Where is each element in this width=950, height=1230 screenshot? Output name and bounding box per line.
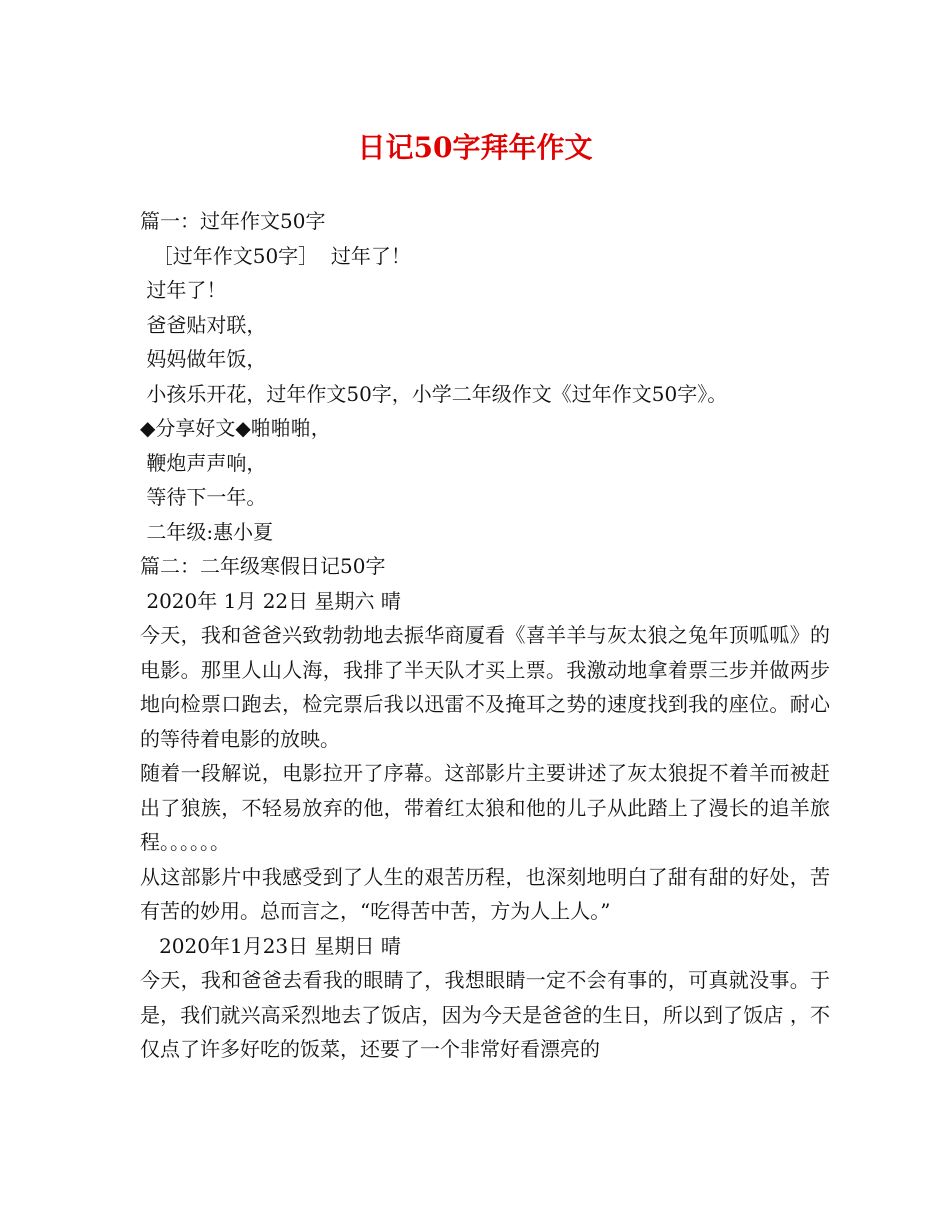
- diary-date: 2020年1月23日 星期日 晴: [140, 933, 401, 958]
- author-line: 二年级:惠小夏: [140, 519, 274, 544]
- paragraph: 随着一段解说，电影拉开了序幕。这部影片主要讲述了灰太狼捉不着羊而被赶出了狼族，不轻易放弃的他，带着红太狼和他的儿子从此踏上了漫长的追羊旅程。。。。。。: [140, 761, 830, 854]
- text-line: ◆分享好文◆啪啪啪，: [140, 416, 331, 440]
- text-line: 鞭炮声声响，: [140, 450, 267, 475]
- text-line: 过年了！: [140, 278, 227, 302]
- section-heading-2: 篇二：二年级寒假日记50字: [140, 554, 386, 578]
- text-line: 小孩乐开花，过年作文50字，小学二年级作文《过年作文50字》。: [140, 381, 728, 406]
- text-line: 爸爸贴对联，: [140, 312, 267, 337]
- paragraph: 从这部影片中我感受到了人生的艰苦历程，也深刻地明白了甜有甜的好处，苦有苦的妙用。总而言之，“吃得苦中苦，方为人上人。”: [140, 864, 830, 923]
- text-line: 妈妈做年饭，: [140, 347, 267, 371]
- document-body: [140, 204, 830, 1067]
- paragraph: 今天，我和爸爸去看我的眼睛了，我想眼睛一定不会有事的，可真就没事。于是，我们就兴高采烈地去了饭店，因为今天是爸爸的生日，所以到了饭店 ，不仅点了许多好吃的饭菜，还要了一个非常好看漂亮的: [140, 968, 830, 1061]
- text-line: 等待下一年。: [140, 485, 267, 509]
- paragraph: 今天，我和爸爸兴致勃勃地去振华商厦看《喜羊羊与灰太狼之兔年顶呱呱》的电影。那里人山人海，我排了半天队才买上票。我激动地拿着票三步并做两步地向检票口跑去，检完票后我以迅雷不及掩耳之势的速度找到我的座位。耐心的等待着电影的放映。: [140, 623, 830, 751]
- document-title: 日记50字拜年作文: [357, 131, 593, 164]
- text-line: ［过年作文50字］ 过年了！: [140, 243, 411, 268]
- section-heading-1: 篇一：过年作文50字: [140, 209, 326, 233]
- diary-date: 2020年 1月 22日 星期六 晴: [140, 588, 401, 613]
